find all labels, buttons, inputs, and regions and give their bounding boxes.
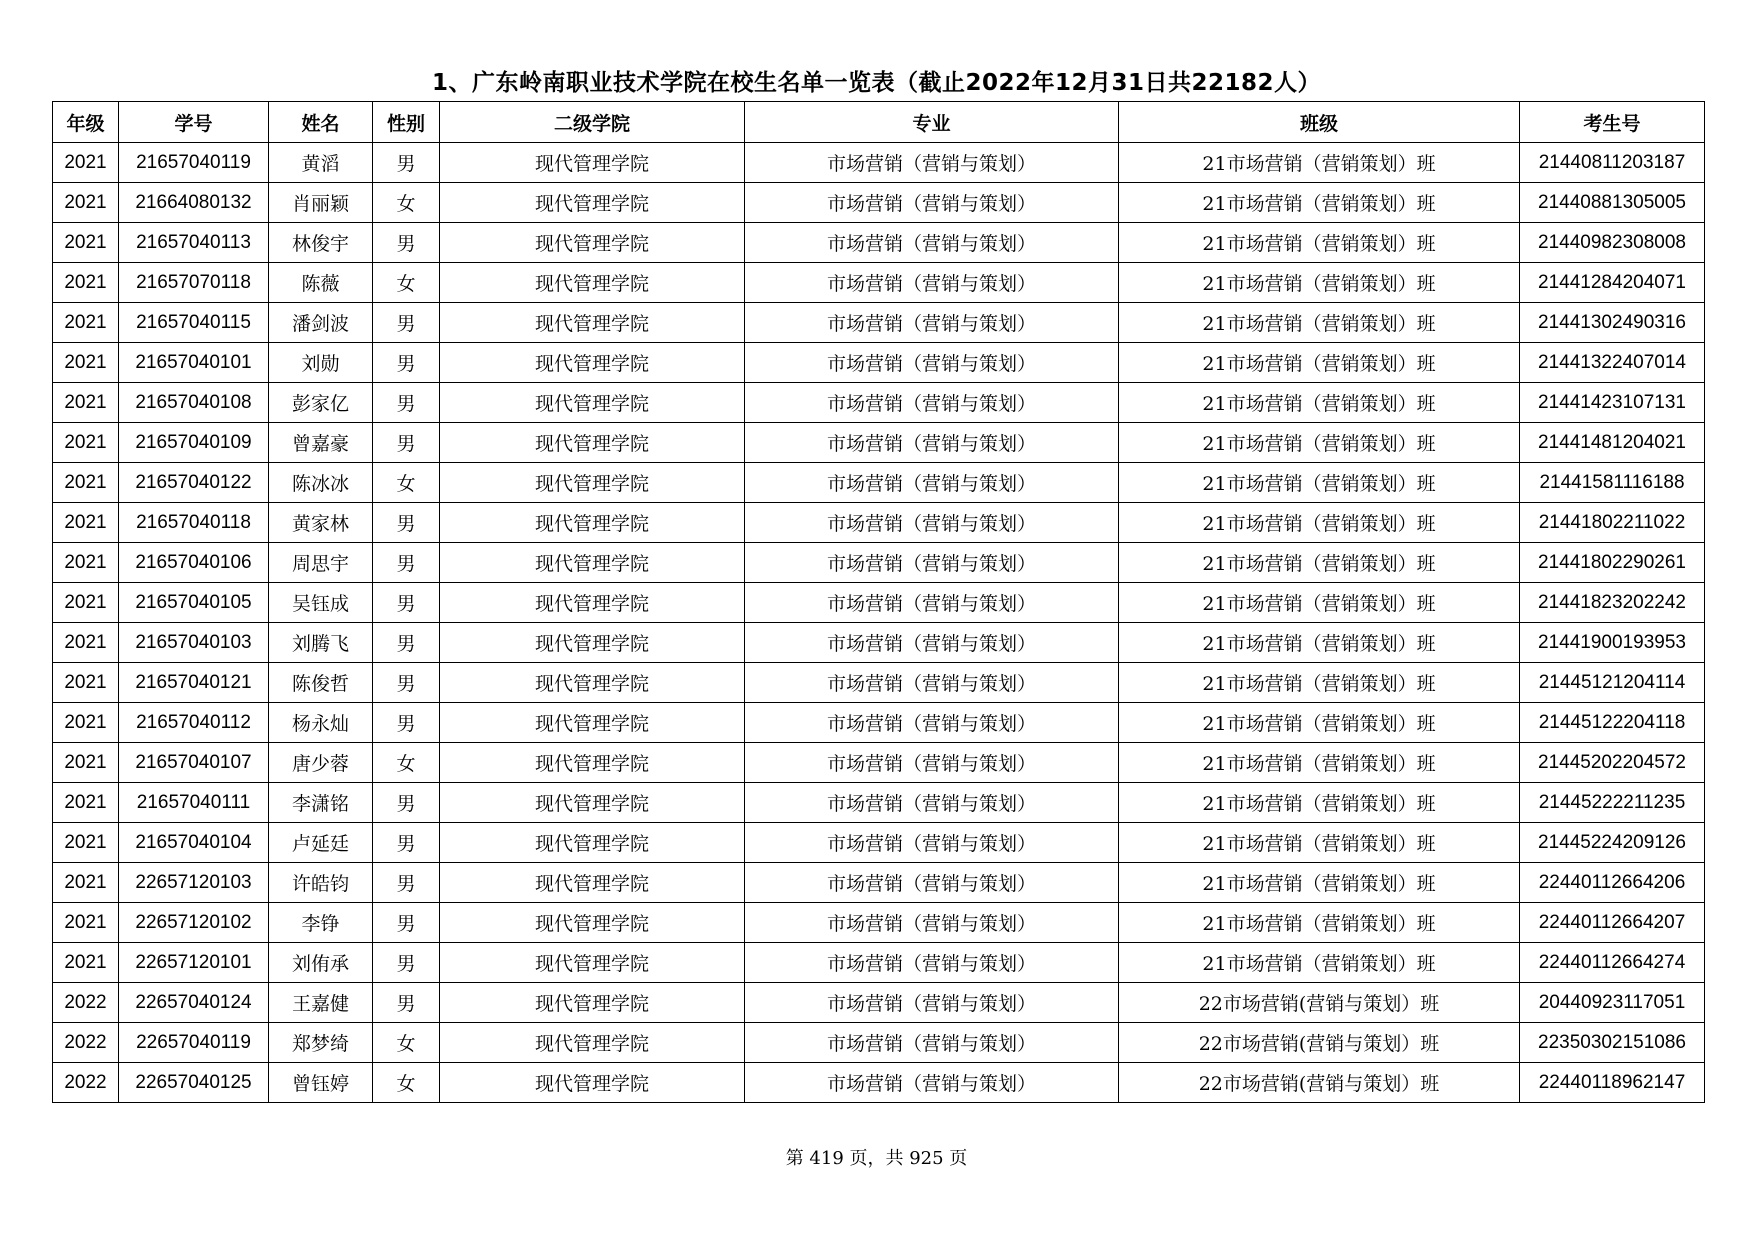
cell-class: 21市场营销（营销策划）班 [1119,343,1520,383]
cell-student-id: 22657120101 [119,943,269,983]
cell-class: 21市场营销（营销策划）班 [1119,263,1520,303]
cell-major: 市场营销（营销与策划） [745,943,1119,983]
table-row [53,343,1705,383]
cell-name: 陈薇 [269,263,373,303]
cell-class: 21市场营销（营销策划）班 [1119,663,1520,703]
table-row [53,143,1705,183]
cell-grade: 2021 [53,663,119,703]
cell-student-id: 21657040108 [119,383,269,423]
cell-exam-number: 21441823202242 [1520,583,1705,623]
cell-class: 21市场营销（营销策划）班 [1119,703,1520,743]
cell-exam-number: 21445222211235 [1520,783,1705,823]
cell-college: 现代管理学院 [440,943,745,983]
header-gender: 性别 [373,102,440,143]
table-row [53,823,1705,863]
cell-gender: 男 [373,783,440,823]
cell-exam-number: 20440923117051 [1520,983,1705,1023]
table-body [53,143,1705,1103]
cell-major: 市场营销（营销与策划） [745,583,1119,623]
cell-exam-number: 22440118962147 [1520,1063,1705,1103]
cell-name: 李铮 [269,903,373,943]
cell-college: 现代管理学院 [440,263,745,303]
cell-grade: 2021 [53,703,119,743]
cell-major: 市场营销（营销与策划） [745,1063,1119,1103]
table-row [53,983,1705,1023]
cell-name: 潘剑波 [269,303,373,343]
cell-college: 现代管理学院 [440,503,745,543]
cell-student-id: 21657040115 [119,303,269,343]
cell-class: 22市场营销(营销与策划）班 [1119,1023,1520,1063]
cell-name: 杨永灿 [269,703,373,743]
cell-student-id: 21657040112 [119,703,269,743]
cell-name: 刘侑承 [269,943,373,983]
cell-college: 现代管理学院 [440,783,745,823]
cell-student-id: 21657040105 [119,583,269,623]
table-row [53,463,1705,503]
cell-major: 市场营销（营销与策划） [745,983,1119,1023]
cell-gender: 男 [373,663,440,703]
cell-class: 21市场营销（营销策划）班 [1119,143,1520,183]
cell-name: 吴钰成 [269,583,373,623]
header-class: 班级 [1119,102,1520,143]
cell-class: 21市场营销（营销策划）班 [1119,863,1520,903]
table-row [53,943,1705,983]
cell-gender: 女 [373,263,440,303]
cell-grade: 2021 [53,423,119,463]
cell-gender: 男 [373,503,440,543]
cell-grade: 2021 [53,383,119,423]
cell-college: 现代管理学院 [440,663,745,703]
cell-class: 21市场营销（营销策划）班 [1119,423,1520,463]
table-row [53,863,1705,903]
cell-gender: 男 [373,343,440,383]
cell-student-id: 21657040107 [119,743,269,783]
cell-grade: 2021 [53,743,119,783]
cell-name: 王嘉健 [269,983,373,1023]
cell-college: 现代管理学院 [440,303,745,343]
cell-major: 市场营销（营销与策划） [745,423,1119,463]
cell-student-id: 22657120103 [119,863,269,903]
cell-college: 现代管理学院 [440,583,745,623]
cell-gender: 男 [373,383,440,423]
cell-name: 唐少蓉 [269,743,373,783]
cell-exam-number: 22350302151086 [1520,1023,1705,1063]
cell-class: 21市场营销（营销策划）班 [1119,943,1520,983]
cell-student-id: 21657040106 [119,543,269,583]
cell-major: 市场营销（营销与策划） [745,463,1119,503]
cell-major: 市场营销（营销与策划） [745,703,1119,743]
cell-student-id: 22657040119 [119,1023,269,1063]
cell-college: 现代管理学院 [440,623,745,663]
cell-gender: 男 [373,823,440,863]
cell-exam-number: 22440112664206 [1520,863,1705,903]
cell-college: 现代管理学院 [440,983,745,1023]
cell-exam-number: 21440811203187 [1520,143,1705,183]
cell-student-id: 21664080132 [119,183,269,223]
cell-class: 21市场营销（营销策划）班 [1119,383,1520,423]
cell-grade: 2022 [53,1023,119,1063]
cell-major: 市场营销（营销与策划） [745,503,1119,543]
cell-gender: 男 [373,223,440,263]
cell-exam-number: 21441322407014 [1520,343,1705,383]
table-header-row [53,102,1705,143]
cell-grade: 2021 [53,863,119,903]
cell-grade: 2021 [53,343,119,383]
cell-exam-number: 21440881305005 [1520,183,1705,223]
cell-exam-number: 21445202204572 [1520,743,1705,783]
table-row [53,383,1705,423]
cell-major: 市场营销（营销与策划） [745,343,1119,383]
cell-student-id: 21657040121 [119,663,269,703]
cell-gender: 男 [373,423,440,463]
cell-exam-number: 21445121204114 [1520,663,1705,703]
cell-student-id: 21657040103 [119,623,269,663]
cell-college: 现代管理学院 [440,543,745,583]
cell-grade: 2021 [53,183,119,223]
cell-class: 22市场营销(营销与策划）班 [1119,983,1520,1023]
cell-major: 市场营销（营销与策划） [745,663,1119,703]
table-row [53,743,1705,783]
cell-gender: 女 [373,183,440,223]
cell-name: 许皓钧 [269,863,373,903]
cell-student-id: 22657040125 [119,1063,269,1103]
cell-class: 21市场营销（营销策划）班 [1119,303,1520,343]
student-roster-table [52,101,1705,1103]
header-student-id: 学号 [119,102,269,143]
cell-major: 市场营销（营销与策划） [745,1023,1119,1063]
cell-college: 现代管理学院 [440,1063,745,1103]
table-row [53,423,1705,463]
cell-exam-number: 21441284204071 [1520,263,1705,303]
cell-exam-number: 21441581116188 [1520,463,1705,503]
cell-grade: 2021 [53,143,119,183]
table-row [53,1063,1705,1103]
cell-student-id: 21657040119 [119,143,269,183]
cell-grade: 2021 [53,903,119,943]
cell-name: 卢延廷 [269,823,373,863]
cell-exam-number: 22440112664274 [1520,943,1705,983]
cell-gender: 男 [373,623,440,663]
cell-class: 21市场营销（营销策划）班 [1119,583,1520,623]
cell-name: 刘腾飞 [269,623,373,663]
cell-name: 彭家亿 [269,383,373,423]
cell-major: 市场营销（营销与策划） [745,823,1119,863]
cell-exam-number: 21441302490316 [1520,303,1705,343]
cell-student-id: 21657040118 [119,503,269,543]
cell-college: 现代管理学院 [440,903,745,943]
page-footer: 第 419 页，共 925 页 [785,1148,968,1169]
cell-name: 郑梦绮 [269,1023,373,1063]
cell-exam-number: 21445224209126 [1520,823,1705,863]
cell-class: 21市场营销（营销策划）班 [1119,743,1520,783]
cell-college: 现代管理学院 [440,343,745,383]
cell-name: 曾嘉豪 [269,423,373,463]
cell-grade: 2022 [53,1063,119,1103]
cell-major: 市场营销（营销与策划） [745,383,1119,423]
cell-student-id: 21657040111 [119,783,269,823]
cell-class: 21市场营销（营销策划）班 [1119,783,1520,823]
cell-major: 市场营销（营销与策划） [745,303,1119,343]
cell-gender: 女 [373,463,440,503]
cell-class: 21市场营销（营销策划）班 [1119,503,1520,543]
header-college: 二级学院 [440,102,745,143]
cell-major: 市场营销（营销与策划） [745,223,1119,263]
cell-gender: 男 [373,863,440,903]
cell-major: 市场营销（营销与策划） [745,903,1119,943]
table-row [53,583,1705,623]
cell-college: 现代管理学院 [440,223,745,263]
cell-major: 市场营销（营销与策划） [745,263,1119,303]
table-row [53,623,1705,663]
header-name: 姓名 [269,102,373,143]
header-grade: 年级 [53,102,119,143]
table-row [53,303,1705,343]
cell-class: 21市场营销（营销策划）班 [1119,223,1520,263]
cell-student-id: 22657120102 [119,903,269,943]
cell-gender: 女 [373,1063,440,1103]
cell-grade: 2021 [53,943,119,983]
table-row [53,263,1705,303]
cell-student-id: 21657040109 [119,423,269,463]
header-exam-number: 考生号 [1520,102,1705,143]
table-row [53,183,1705,223]
cell-major: 市场营销（营销与策划） [745,783,1119,823]
cell-class: 21市场营销（营销策划）班 [1119,463,1520,503]
cell-college: 现代管理学院 [440,183,745,223]
cell-student-id: 21657040113 [119,223,269,263]
cell-name: 肖丽颖 [269,183,373,223]
cell-college: 现代管理学院 [440,423,745,463]
cell-name: 刘勋 [269,343,373,383]
cell-exam-number: 21441802290261 [1520,543,1705,583]
cell-grade: 2021 [53,263,119,303]
cell-college: 现代管理学院 [440,823,745,863]
cell-grade: 2021 [53,543,119,583]
cell-name: 林俊宇 [269,223,373,263]
cell-major: 市场营销（营销与策划） [745,183,1119,223]
header-major: 专业 [745,102,1119,143]
document-title: 1、广东岭南职业技术学院在校生名单一览表（截止2022年12月31日共22182人） [431,70,1322,96]
cell-college: 现代管理学院 [440,743,745,783]
cell-name: 黄家林 [269,503,373,543]
cell-gender: 男 [373,543,440,583]
cell-gender: 男 [373,943,440,983]
table-row [53,783,1705,823]
cell-gender: 男 [373,903,440,943]
cell-gender: 女 [373,743,440,783]
table-row [53,223,1705,263]
cell-exam-number: 21440982308008 [1520,223,1705,263]
cell-name: 周思宇 [269,543,373,583]
cell-class: 21市场营销（营销策划）班 [1119,623,1520,663]
cell-major: 市场营销（营销与策划） [745,143,1119,183]
cell-grade: 2021 [53,823,119,863]
cell-college: 现代管理学院 [440,143,745,183]
cell-class: 22市场营销(营销与策划）班 [1119,1063,1520,1103]
cell-class: 21市场营销（营销策划）班 [1119,543,1520,583]
cell-grade: 2021 [53,783,119,823]
table-row [53,663,1705,703]
cell-gender: 男 [373,303,440,343]
cell-class: 21市场营销（营销策划）班 [1119,183,1520,223]
cell-college: 现代管理学院 [440,863,745,903]
cell-grade: 2021 [53,463,119,503]
cell-gender: 男 [373,983,440,1023]
cell-name: 陈俊哲 [269,663,373,703]
cell-grade: 2021 [53,303,119,343]
cell-college: 现代管理学院 [440,703,745,743]
cell-gender: 男 [373,143,440,183]
cell-gender: 女 [373,1023,440,1063]
cell-exam-number: 21441423107131 [1520,383,1705,423]
table-row [53,503,1705,543]
cell-exam-number: 22440112664207 [1520,903,1705,943]
cell-name: 陈冰冰 [269,463,373,503]
cell-exam-number: 21441481204021 [1520,423,1705,463]
cell-name: 曾钰婷 [269,1063,373,1103]
table-row [53,903,1705,943]
cell-student-id: 21657070118 [119,263,269,303]
cell-major: 市场营销（营销与策划） [745,543,1119,583]
cell-college: 现代管理学院 [440,383,745,423]
cell-exam-number: 21441802211022 [1520,503,1705,543]
cell-major: 市场营销（营销与策划） [745,623,1119,663]
cell-grade: 2021 [53,583,119,623]
cell-major: 市场营销（营销与策划） [745,743,1119,783]
cell-grade: 2021 [53,623,119,663]
table-row [53,703,1705,743]
cell-student-id: 21657040122 [119,463,269,503]
cell-gender: 男 [373,703,440,743]
cell-class: 21市场营销（营销策划）班 [1119,823,1520,863]
cell-exam-number: 21445122204118 [1520,703,1705,743]
cell-exam-number: 21441900193953 [1520,623,1705,663]
cell-student-id: 21657040101 [119,343,269,383]
cell-major: 市场营销（营销与策划） [745,863,1119,903]
cell-student-id: 21657040104 [119,823,269,863]
cell-grade: 2021 [53,503,119,543]
cell-grade: 2022 [53,983,119,1023]
cell-gender: 男 [373,583,440,623]
cell-class: 21市场营销（营销策划）班 [1119,903,1520,943]
cell-name: 李潇铭 [269,783,373,823]
cell-college: 现代管理学院 [440,1023,745,1063]
table-row [53,543,1705,583]
cell-grade: 2021 [53,223,119,263]
table-row [53,1023,1705,1063]
cell-name: 黄滔 [269,143,373,183]
cell-college: 现代管理学院 [440,463,745,503]
cell-student-id: 22657040124 [119,983,269,1023]
